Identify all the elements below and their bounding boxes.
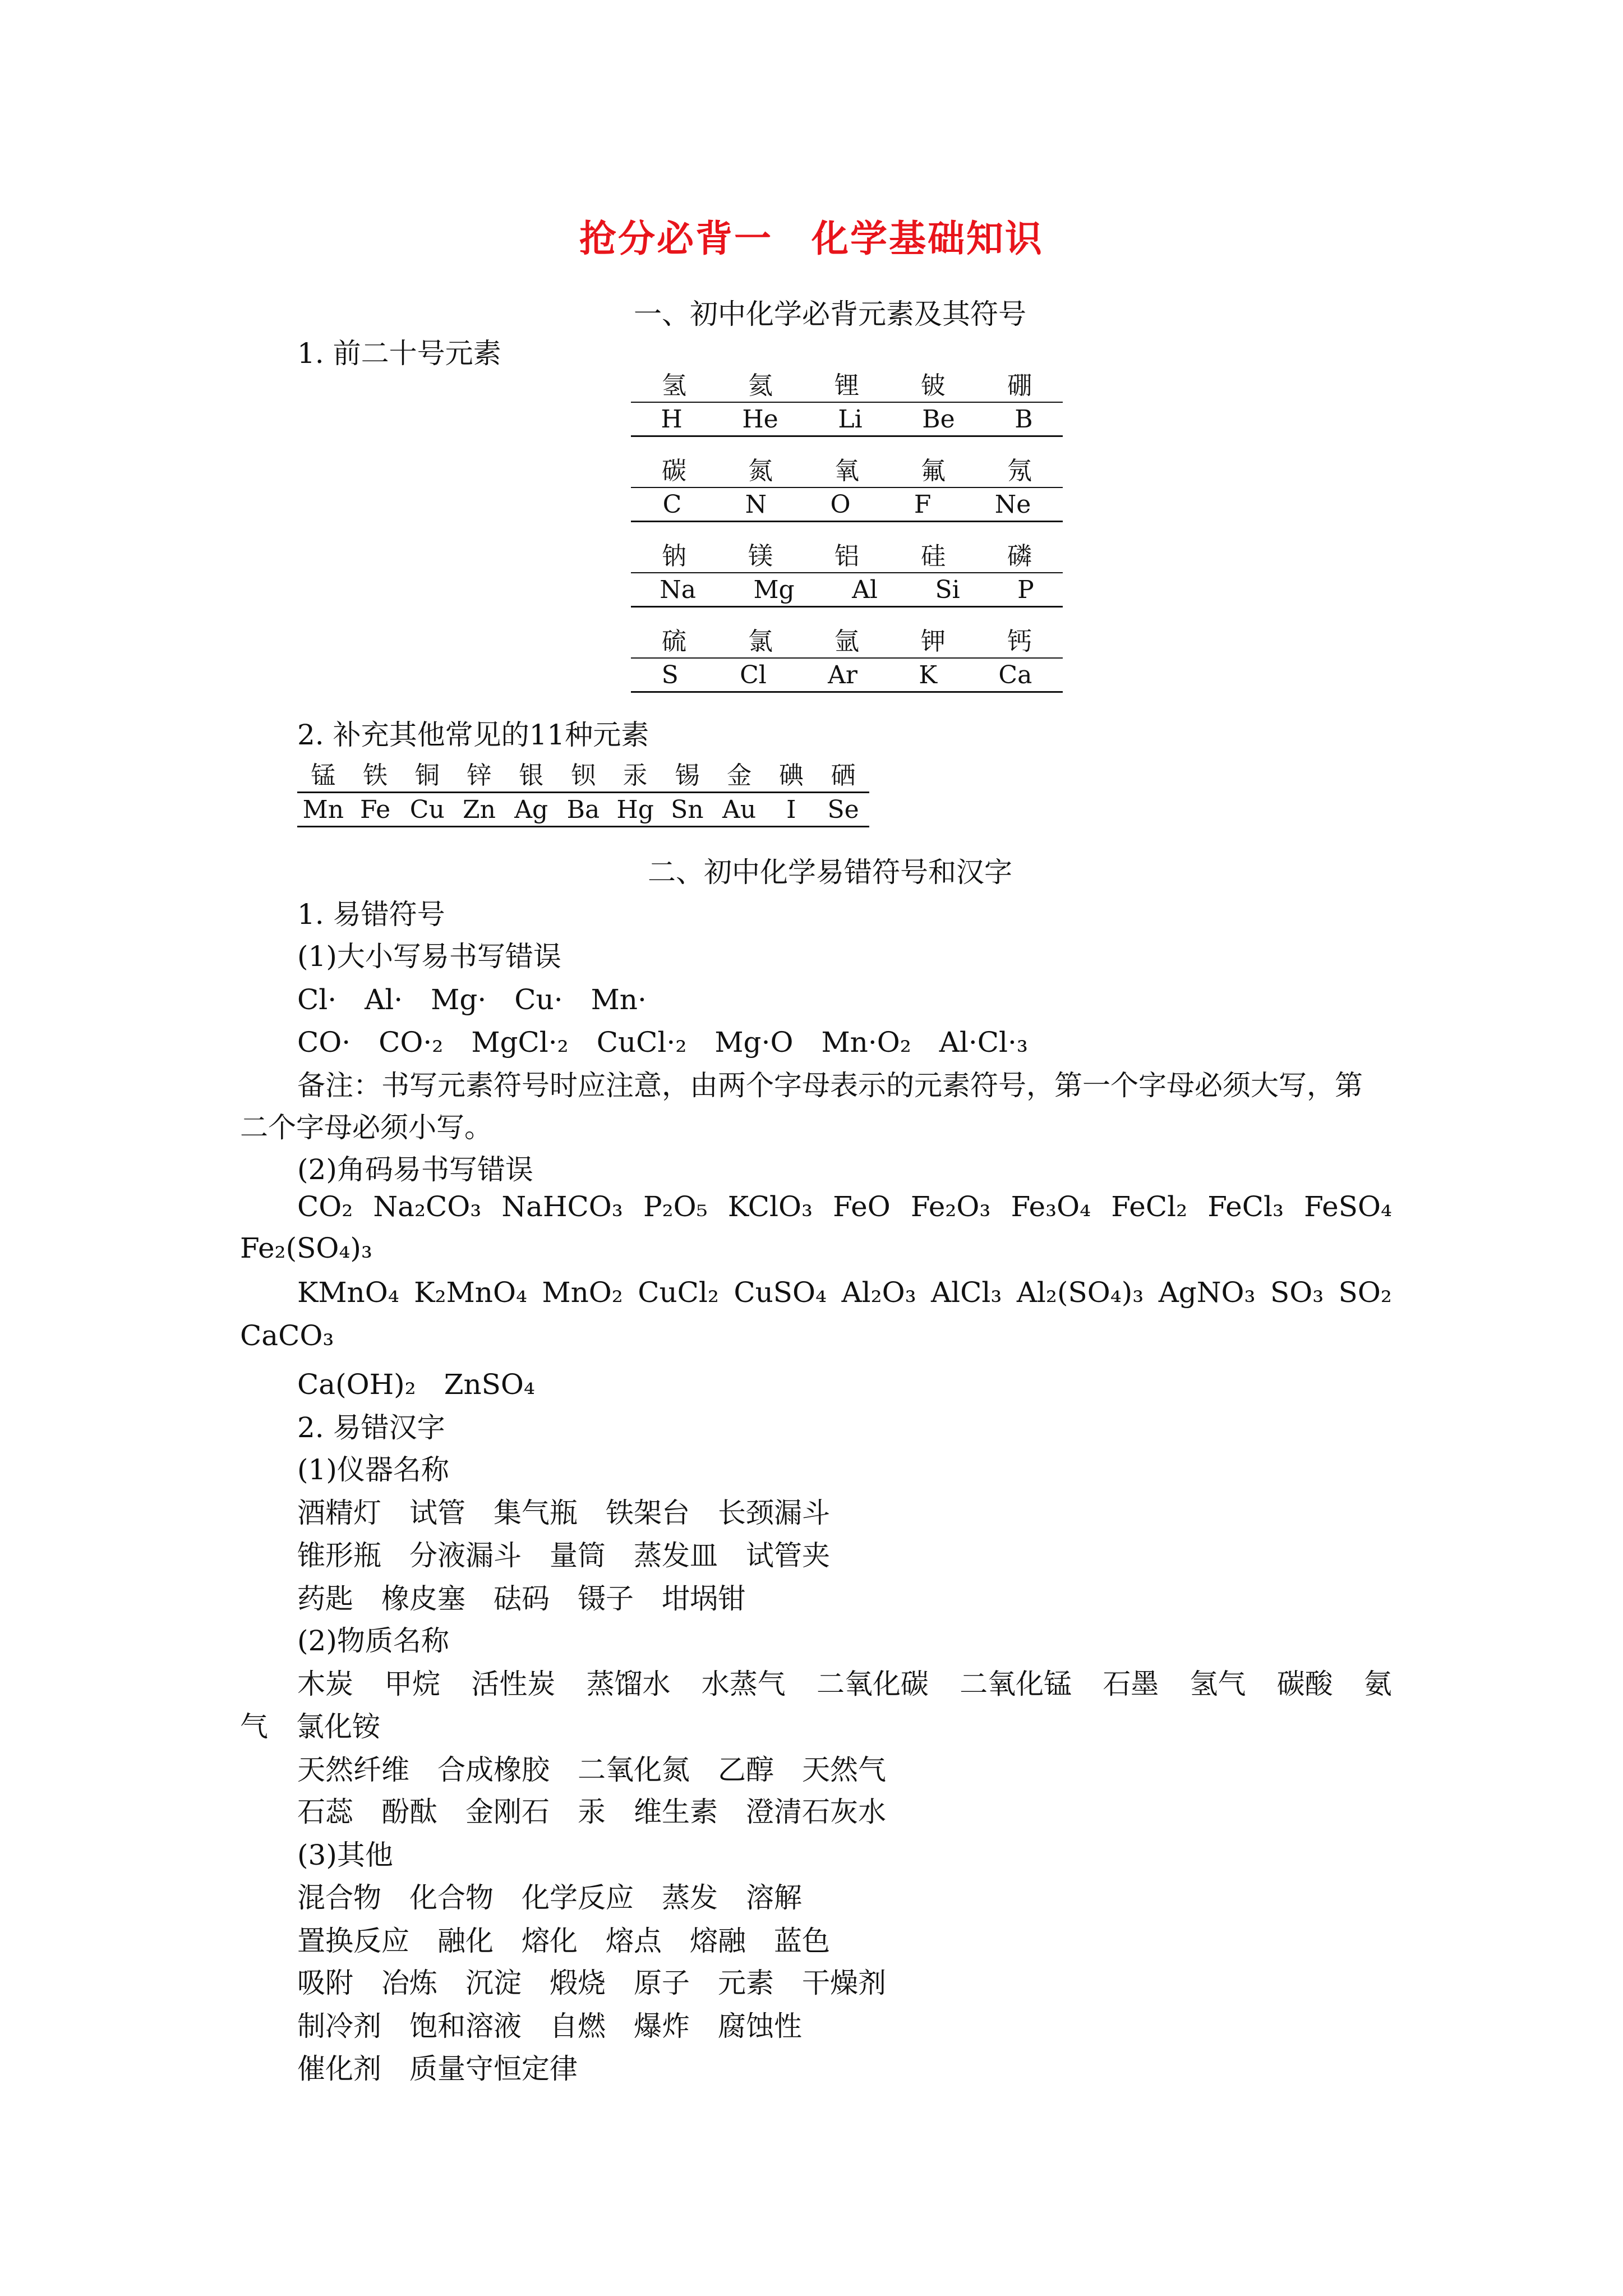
formula: AlCl₃ (931, 1276, 1002, 1309)
element-table-first-twenty (631, 365, 1063, 706)
element-group-4 (631, 620, 1063, 706)
instrument-title: (1)仪器名称 (297, 1453, 449, 1486)
element-name: 硒 (831, 761, 856, 790)
element-name: 氯 (748, 627, 773, 656)
element-symbol: Na (660, 575, 696, 604)
formula: Al₂(SO₄)₃ (1016, 1276, 1144, 1309)
element-name: 氩 (834, 627, 859, 656)
term: 二氧化碳 (816, 1668, 929, 1700)
formula: FeCl₂ (1111, 1190, 1188, 1223)
formula: FeSO₄ (1304, 1190, 1392, 1223)
element-name: 汞 (623, 761, 648, 790)
term: 甲烷 (384, 1668, 441, 1700)
subheading-first-twenty: 1. 前二十号元素 (297, 337, 501, 370)
element-name: 铜 (414, 761, 440, 790)
table-rule (631, 691, 1063, 693)
element-symbol: Se (827, 795, 859, 824)
element-symbol: He (742, 404, 778, 434)
element-name: 钡 (570, 761, 596, 790)
formula: CuSO₄ (734, 1276, 827, 1309)
element-symbol: K (919, 660, 938, 689)
element-symbol: Hg (616, 795, 654, 824)
term: 木炭 (297, 1668, 353, 1700)
material-title: (2)物质名称 (297, 1625, 449, 1657)
subscript-line-2b: CaCO₃ (240, 1319, 334, 1352)
element-name: 钾 (921, 627, 946, 656)
subscript-line-2 (240, 1276, 1392, 1309)
term: 水蒸气 (701, 1668, 786, 1700)
subscript-title: (2)角码易书写错误 (297, 1153, 533, 1186)
note-line-1: 备注：书写元素符号时应注意，由两个字母表示的元素符号，第一个字母必须大写，第 (297, 1069, 1363, 1102)
element-name: 锰 (311, 761, 336, 790)
formula: AgNO₃ (1158, 1276, 1256, 1309)
other-line-5: 催化剂 质量守恒定律 (297, 2053, 578, 2085)
material-line-1b: 气 氯化铵 (240, 1710, 380, 1743)
element-name: 铁 (363, 761, 388, 790)
formula: SO₃ (1270, 1276, 1324, 1309)
element-symbol: Au (722, 795, 757, 824)
term: 碳酸 (1276, 1668, 1333, 1700)
element-symbol: Be (922, 404, 955, 434)
element-symbol: C (662, 490, 682, 519)
element-symbol: Mn (302, 795, 344, 824)
element-symbol: Li (838, 404, 863, 434)
case-line-2: CO· CO·₂ MgCl·₂ CuCl·₂ Mg·O Mn·O₂ Al·Cl·₃ (297, 1026, 1028, 1059)
subheading-symbols: 1. 易错符号 (297, 898, 445, 931)
formula: CuCl₂ (638, 1276, 719, 1309)
element-symbol: Ag (514, 795, 548, 824)
term: 石墨 (1103, 1668, 1159, 1700)
element-symbol: Cu (409, 795, 445, 824)
section-heading-elements: 一、初中化学必背元素及其符号 (634, 298, 1026, 330)
term: 氢气 (1189, 1668, 1246, 1700)
formula: FeO (833, 1190, 891, 1223)
formula: Fe₃O₄ (1011, 1190, 1091, 1223)
formula: Al₂O₃ (841, 1276, 916, 1309)
formula: FeCl₃ (1207, 1190, 1284, 1223)
instrument-line-2: 锥形瓶 分液漏斗 量筒 蒸发皿 试管夹 (297, 1539, 830, 1572)
element-symbol: I (786, 795, 796, 824)
page-title: 抢分必背一 化学基础知识 (579, 217, 1044, 260)
element-symbol: S (661, 660, 679, 689)
other-line-4: 制冷剂 饱和溶液 自燃 爆炸 腐蚀性 (297, 2010, 802, 2042)
material-line-2: 天然纤维 合成橡胶 二氧化氮 乙醇 天然气 (297, 1754, 886, 1786)
element-name: 银 (519, 761, 544, 790)
element-group-1 (631, 365, 1063, 450)
element-name: 氢 (662, 371, 686, 400)
subheading-other-elements: 2. 补充其他常见的11种元素 (297, 719, 649, 751)
element-symbol: Ba (566, 795, 600, 824)
element-name: 氦 (748, 371, 773, 400)
element-symbol: Zn (463, 795, 496, 824)
element-name: 硼 (1007, 371, 1032, 400)
term: 二氧化锰 (960, 1668, 1072, 1700)
subscript-line-1b: Fe₂(SO₄)₃ (240, 1232, 372, 1264)
element-name: 锡 (675, 761, 700, 790)
table-rule (631, 521, 1063, 522)
instrument-line-3: 药匙 橡皮塞 砝码 镊子 坩埚钳 (297, 1582, 746, 1615)
formula: CO₂ (297, 1190, 353, 1223)
subscript-line-3: Ca(OH)₂ ZnSO₄ (297, 1368, 535, 1401)
formula: Na₂CO₃ (373, 1190, 482, 1223)
element-symbol: N (745, 490, 767, 519)
formula: KMnO₄ (297, 1276, 399, 1309)
element-symbol: Al (852, 575, 878, 604)
other-line-2: 置换反应 融化 熔化 熔点 熔融 蓝色 (297, 1925, 830, 1957)
element-name: 钠 (662, 542, 686, 570)
material-line-1 (240, 1662, 1392, 1702)
element-group-2 (631, 450, 1063, 535)
term: 蒸馏水 (586, 1668, 671, 1700)
formula: SO₂ (1338, 1276, 1392, 1309)
case-line-1: Cl· Al· Mg· Cu· Mn· (297, 983, 647, 1016)
element-symbol: Fe (359, 795, 391, 824)
formula: NaHCO₃ (501, 1190, 623, 1223)
element-name: 氧 (834, 457, 859, 485)
table-rule (631, 435, 1063, 437)
element-symbol: Ca (998, 660, 1032, 689)
table-rule (631, 606, 1063, 608)
element-name: 氮 (748, 457, 773, 485)
table-rule (297, 826, 869, 827)
formula: Fe₂O₃ (910, 1190, 991, 1223)
element-symbol: Mg (753, 575, 795, 604)
element-name: 氟 (921, 457, 946, 485)
element-name: 碘 (778, 761, 804, 790)
other-line-3: 吸附 冶炼 沉淀 煅烧 原子 元素 干燥剂 (297, 1967, 886, 1999)
term: 活性炭 (471, 1668, 556, 1700)
other-line-1: 混合物 化合物 化学反应 蒸发 溶解 (297, 1881, 802, 1914)
subheading-characters: 2. 易错汉字 (297, 1411, 445, 1444)
formula: K₂MnO₄ (414, 1276, 528, 1309)
formula: KClO₃ (727, 1190, 813, 1223)
note-line-2: 二个字母必须小写。 (240, 1111, 492, 1144)
element-symbol: O (830, 490, 851, 519)
other-title: (3)其他 (297, 1839, 393, 1871)
subscript-line-1 (240, 1190, 1392, 1223)
section-heading-errors: 二、初中化学易错符号和汉字 (648, 856, 1012, 889)
element-name: 金 (727, 761, 752, 790)
term: 氨 (1363, 1668, 1392, 1700)
element-name: 铝 (834, 542, 859, 570)
element-name: 锌 (467, 761, 492, 790)
element-group-3 (631, 535, 1063, 620)
element-name: 钙 (1007, 627, 1032, 656)
element-symbol: F (914, 490, 932, 519)
element-symbol: Cl (740, 660, 767, 689)
element-name: 铍 (921, 371, 946, 400)
element-symbol: P (1017, 575, 1034, 604)
element-name: 锂 (834, 371, 859, 400)
element-name: 硅 (921, 542, 946, 570)
element-name: 氖 (1007, 457, 1032, 485)
element-name: 碳 (662, 457, 686, 485)
element-symbol: B (1015, 404, 1033, 434)
instrument-line-1: 酒精灯 试管 集气瓶 铁架台 长颈漏斗 (297, 1497, 830, 1529)
material-line-3: 石蕊 酚酞 金刚石 汞 维生素 澄清石灰水 (297, 1796, 886, 1828)
case-title: (1)大小写易书写错误 (297, 940, 561, 973)
element-symbol: H (661, 404, 683, 434)
element-name: 硫 (662, 627, 686, 656)
element-symbol: Si (935, 575, 960, 604)
element-symbol: Ar (828, 660, 857, 689)
element-table-other (297, 754, 869, 827)
element-symbol: Ne (994, 490, 1031, 519)
element-name: 磷 (1007, 542, 1032, 570)
formula: P₂O₅ (643, 1190, 708, 1223)
element-symbol: Sn (671, 795, 704, 824)
formula: MnO₂ (542, 1276, 623, 1309)
element-name: 镁 (748, 542, 773, 570)
